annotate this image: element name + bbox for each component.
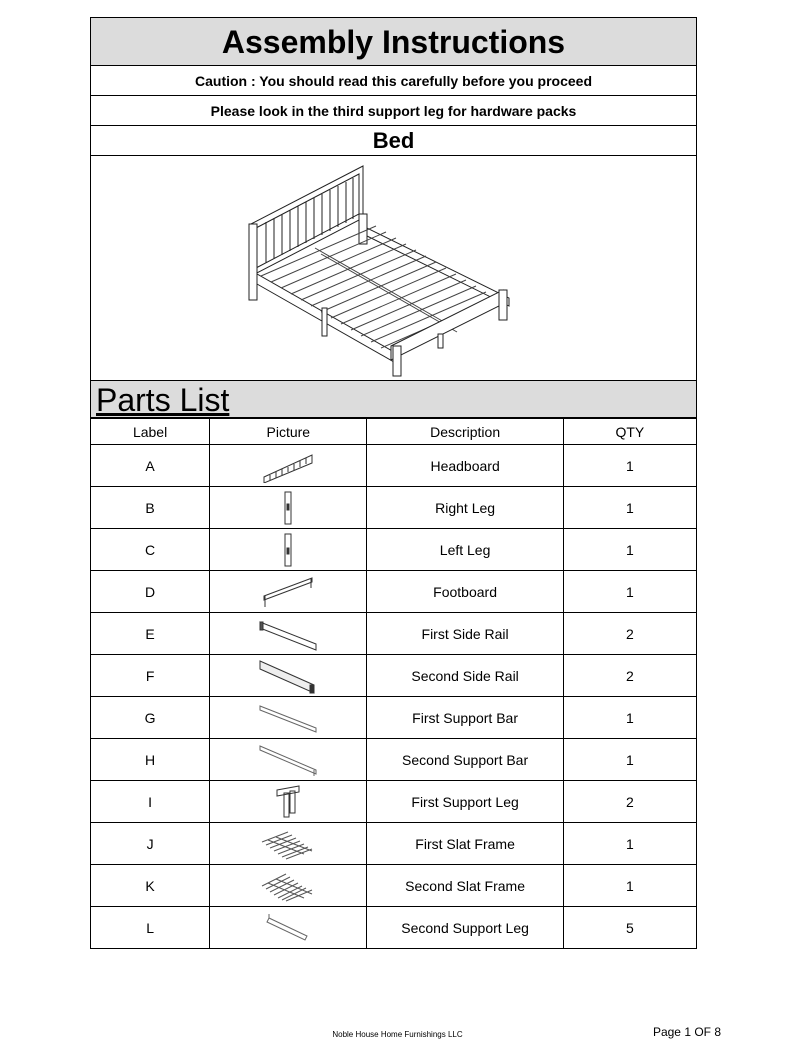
table-row (91, 529, 697, 571)
part-label: C (91, 529, 210, 571)
part-description: Second Support Leg (367, 907, 563, 949)
footboard-icon (260, 574, 316, 610)
part-label: I (91, 781, 210, 823)
parts-list-heading: Parts List (90, 381, 697, 418)
part-description: Headboard (367, 445, 563, 487)
table-row (91, 739, 697, 781)
second-side-rail-icon (256, 657, 320, 695)
part-label: H (91, 739, 210, 781)
part-description: First Support Leg (367, 781, 563, 823)
part-description: Footboard (367, 571, 563, 613)
column-header-label: Label (91, 419, 210, 445)
part-label: E (91, 613, 210, 655)
table-row (91, 487, 697, 529)
left-leg-icon (278, 532, 298, 568)
part-description: Second Slat Frame (367, 865, 563, 907)
first-support-leg-icon (273, 784, 303, 820)
part-qty: 1 (563, 823, 696, 865)
part-label: B (91, 487, 210, 529)
part-label: G (91, 697, 210, 739)
part-description: Second Support Bar (367, 739, 563, 781)
part-label: J (91, 823, 210, 865)
part-picture (210, 697, 367, 739)
part-qty: 1 (563, 487, 696, 529)
second-support-bar-icon (256, 742, 320, 778)
part-picture (210, 445, 367, 487)
column-header-description: Description (367, 419, 563, 445)
first-slat-frame-icon (258, 828, 318, 860)
second-slat-frame-icon (258, 870, 318, 902)
part-picture (210, 823, 367, 865)
part-picture (210, 571, 367, 613)
part-label: L (91, 907, 210, 949)
part-description: Second Side Rail (367, 655, 563, 697)
page-title: Assembly Instructions (90, 17, 697, 66)
part-qty: 1 (563, 445, 696, 487)
part-label: K (91, 865, 210, 907)
headboard-icon (258, 449, 318, 483)
right-leg-icon (278, 490, 298, 526)
column-header-qty: QTY (563, 419, 696, 445)
part-description: Right Leg (367, 487, 563, 529)
bed-illustration (90, 156, 697, 381)
footer-company: Noble House Home Furnishings LLC (332, 1030, 463, 1039)
part-picture (210, 907, 367, 949)
part-picture (210, 529, 367, 571)
part-picture (210, 739, 367, 781)
second-support-leg-icon (263, 912, 313, 944)
part-description: Left Leg (367, 529, 563, 571)
part-qty: 2 (563, 613, 696, 655)
part-picture (210, 487, 367, 529)
part-label: D (91, 571, 210, 613)
part-qty: 1 (563, 739, 696, 781)
caution-text: Caution : You should read this carefully before you proceed (90, 66, 697, 96)
table-row (91, 613, 697, 655)
part-picture (210, 613, 367, 655)
part-label: F (91, 655, 210, 697)
part-label: A (91, 445, 210, 487)
part-description: First Support Bar (367, 697, 563, 739)
instruction-sheet (90, 17, 697, 949)
table-row (91, 445, 697, 487)
part-qty: 1 (563, 529, 696, 571)
table-row (91, 823, 697, 865)
part-description: First Side Rail (367, 613, 563, 655)
part-qty: 1 (563, 697, 696, 739)
table-row (91, 655, 697, 697)
parts-table-header (91, 419, 697, 445)
table-row (91, 781, 697, 823)
parts-table (90, 418, 697, 949)
part-qty: 2 (563, 655, 696, 697)
table-row (91, 907, 697, 949)
part-picture (210, 781, 367, 823)
table-row (91, 571, 697, 613)
table-row (91, 697, 697, 739)
part-picture (210, 865, 367, 907)
column-header-picture: Picture (210, 419, 367, 445)
part-qty: 2 (563, 781, 696, 823)
first-side-rail-icon (256, 616, 320, 652)
part-qty: 5 (563, 907, 696, 949)
product-name: Bed (90, 126, 697, 156)
part-qty: 1 (563, 571, 696, 613)
bed-drawing-icon (91, 156, 696, 379)
page-number: Page 1 OF 8 (652, 1025, 721, 1039)
part-qty: 1 (563, 865, 696, 907)
first-support-bar-icon (256, 700, 320, 736)
part-picture (210, 655, 367, 697)
hardware-note: Please look in the third support leg for hardware packs (90, 96, 697, 126)
table-row (91, 865, 697, 907)
part-description: First Slat Frame (367, 823, 563, 865)
